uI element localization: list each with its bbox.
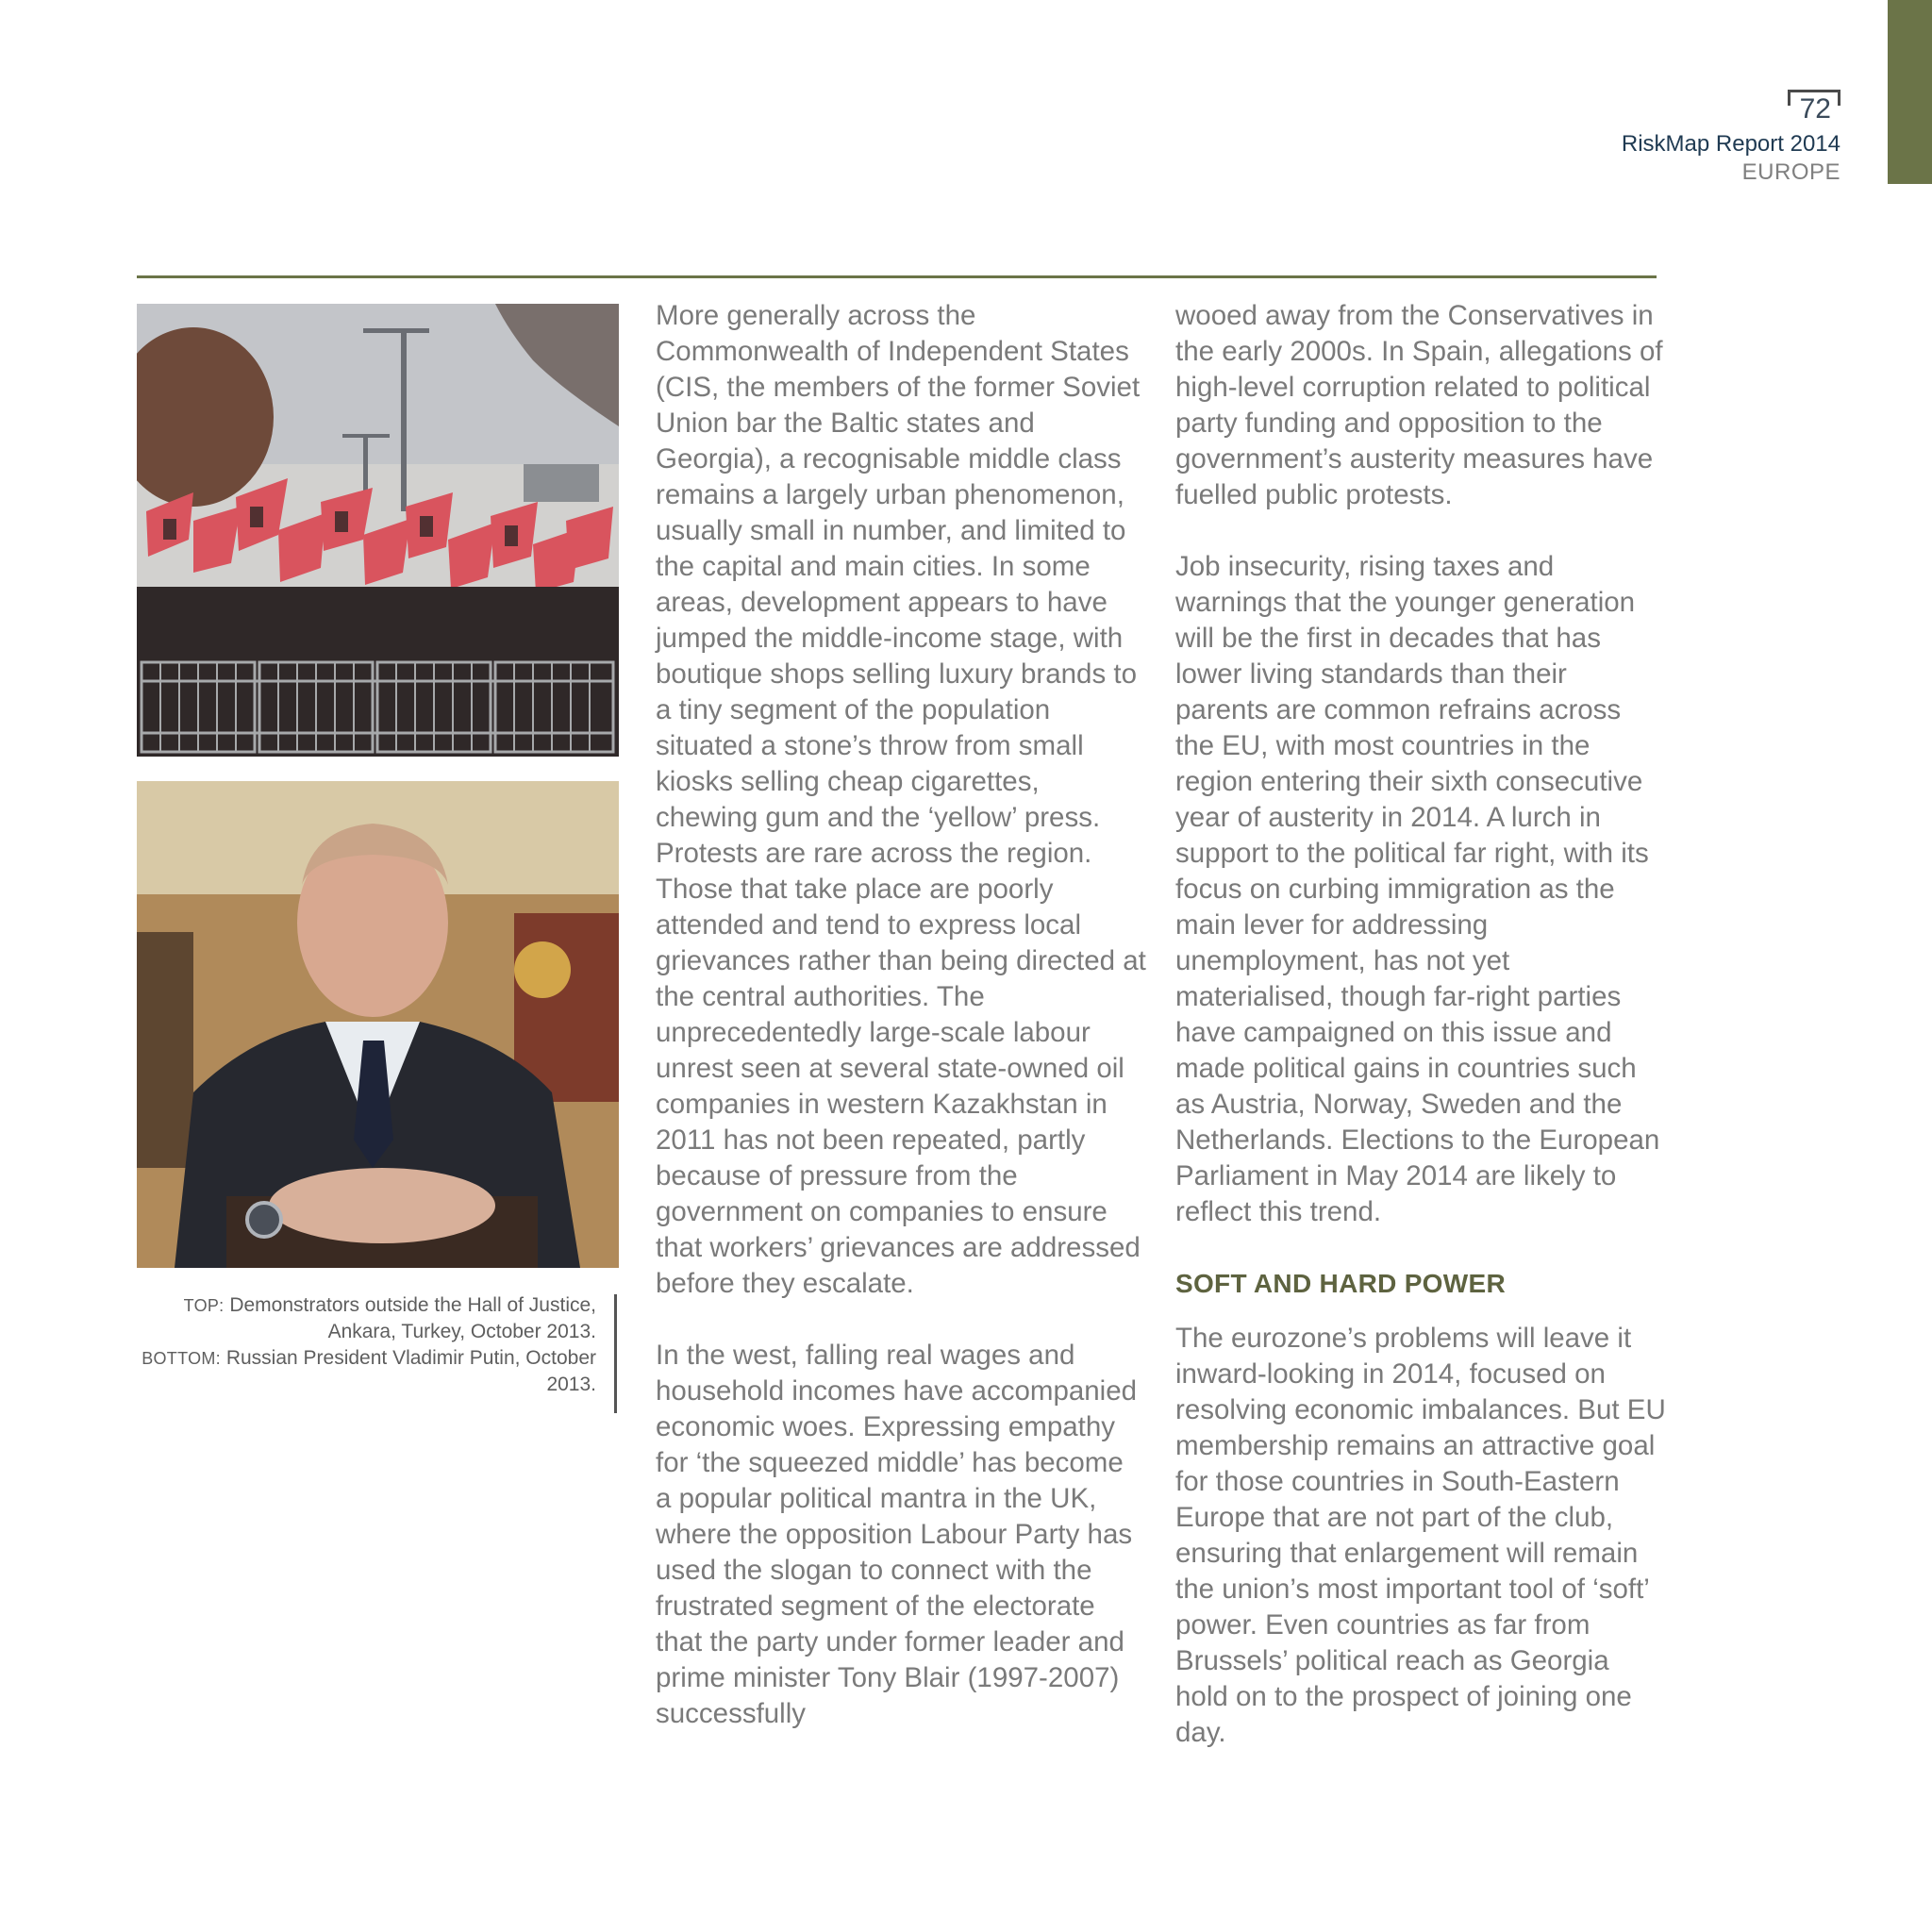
header-divider: [137, 275, 1657, 278]
photo-president-portrait: [137, 781, 619, 1268]
text-column-1: [656, 298, 1146, 1768]
protest-illustration: [137, 304, 619, 757]
caption-top-text: Demonstrators outside the Hall of Justice, Ankara, Turkey, October 2013.: [224, 1294, 596, 1342]
paragraph: The eurozone’s problems will leave it inward-looking in 2014, focused on resolving economic imbalances. But EU membership remains an attractive goal for those countries in South-Eastern Europe that are not part of the club, ensuring that enlargement will remain the union’s most important tool of ‘soft’ power. Even countries as far from Brussels’ political reach as Georgia hold on to the prospect of joining one day.: [1175, 1323, 1666, 1748]
paragraph: More generally across the Commonwealth of Independent States (CIS, the members of the former Soviet Union bar the Baltic states and Georgia), a recognisable middle class remains a largely urban phenomenon, usually small in number, and limited to the capital and main cities. In some areas, development appears to have jumped the middle-income stage, with boutique shops selling luxury brands to a tiny segment of the population situated a stone’s throw from small kiosks selling cheap cigarettes, chewing gum and the ‘yellow’ press. Protests are rare across the region. Those that take place are poorly attended and tend to express local grievances rather than being directed at the central authorities. The unprecedentedly large-scale labour unrest seen at several state-owned oil companies in western Kazakhstan in 2011 has not been repeated, partly because of pressure from the government on companies to ensure that workers’ grievances are addressed before they escalate.: [656, 300, 1146, 1299]
section-heading: SOFT AND HARD POWER: [1175, 1269, 1506, 1298]
photo-demonstrators: [137, 304, 619, 757]
paragraph: wooed away from the Conservatives in the early 2000s. In Spain, allegations of high-level corruption related to political party funding and opposition to the government’s austerity measures have fuelled public protests.: [1175, 300, 1663, 510]
paragraph: In the west, falling real wages and household incomes have accompanied economic woes. Expressing empathy for ‘the squeezed middle’ has become a popular political mantra in the UK, where the opposition Labour Party has used the slogan to connect with the frustrated segment of the electorate that the party under former leader and prime minister Tony Blair (1997-2007) successfully: [656, 1340, 1138, 1729]
photo-caption: [137, 1292, 596, 1398]
portrait-illustration: [137, 781, 619, 1268]
caption-bottom-key: BOTTOM:: [142, 1349, 221, 1368]
caption-rule: [614, 1294, 617, 1413]
caption-bottom-text: Russian President Vladimir Putin, October 2013.: [220, 1347, 596, 1395]
paragraph: Job insecurity, rising taxes and warnings that the younger generation will be the first in decades that has lower living standards than their parents are common refrains across the EU, with most countries in the region entering their sixth consecutive year of austerity in 2014. A lurch in support to the political far right, with its focus on curbing immigration as the main lever for addressing unemployment, has not yet materialised, though far-right parties have campaigned on this issue and made political gains in countries such as Austria, Norway, Sweden and the Netherlands. Elections to the European Parliament in May 2014 are likely to reflect this trend.: [1175, 551, 1660, 1227]
report-title: RiskMap Report 2014: [1621, 131, 1840, 157]
page-number-bracket: [1788, 90, 1840, 134]
text-column-2: [1175, 298, 1666, 1787]
caption-top-key: TOP:: [183, 1296, 225, 1315]
page-number: 72: [1799, 93, 1831, 125]
section-label: EUROPE: [1741, 159, 1840, 185]
section-color-tab: [1888, 0, 1932, 184]
